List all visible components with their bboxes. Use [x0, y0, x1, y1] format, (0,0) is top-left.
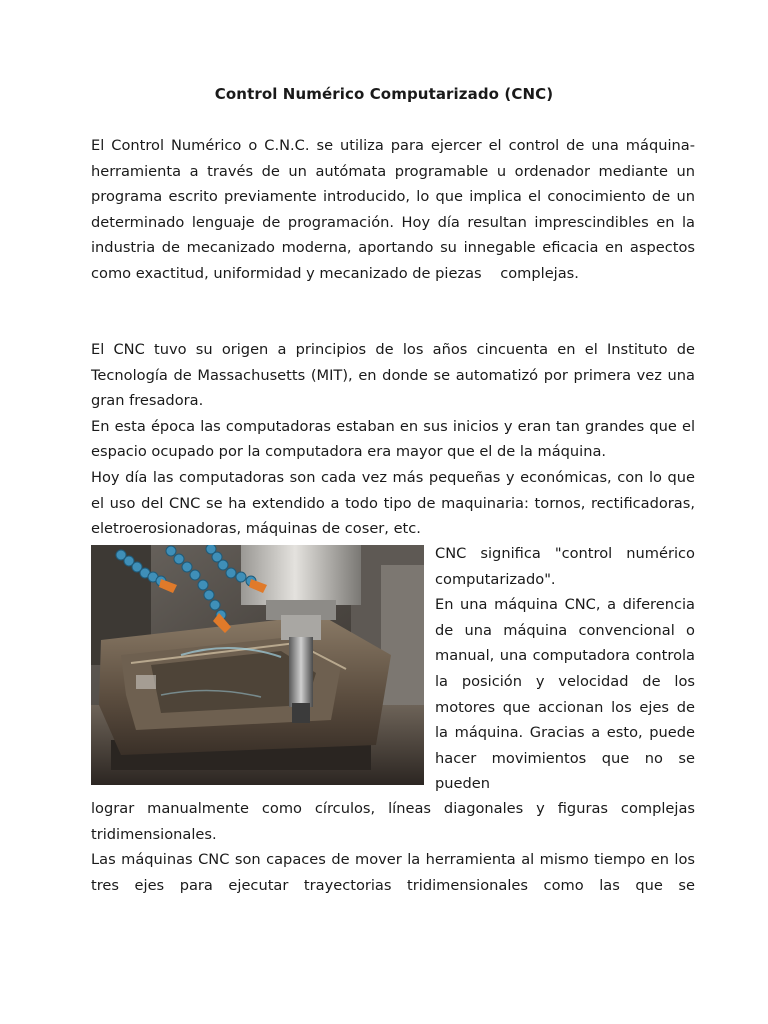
paragraph-4: Hoy día las computadoras son cada vez más pequeñas y económicas, con lo que el uso del CNC se ha extendido a todo tipo de maquinaria: tornos, rectificadoras, eletroerosionadoras, máquinas de coser, etc. — [91, 468, 695, 538]
paragraph-3: En esta época las computadoras estaban en sus inicios y eran tan grandes que el espacio ocupado por la computadora era mayor que el de la máquina. — [91, 417, 695, 461]
paragraph-7: Las máquinas CNC son capaces de mover la herramienta al mismo tiempo en los tres ejes para ejecutar trayectorias tridimensionales como las que se — [91, 851, 695, 894]
paragraph-6-end: lograr manualmente como círculos, líneas diagonales y figuras complejas tridimensionales. — [91, 800, 695, 843]
image-side-text — [435, 541, 695, 797]
paragraph-5: CNC significa "control numérico computarizado". — [435, 545, 695, 588]
paragraph-1: El Control Numérico o C.N.C. se utiliza para ejercer el control de una máquina-herramienta a través de un autómata programable u ordenador mediante un programa escrito previamente introducido, lo que implica el conocimiento de un determinado lenguaje de programación. Hoy día resultan imprescindibles en la industria de mecanizado moderna, aportando su innegable eficacia en aspectos como exactitud, uniformidad y mecanizado de piezas complejas. — [91, 137, 700, 282]
document-title: Control Numérico Computarizado (CNC) — [214, 85, 554, 103]
paragraph-intro — [91, 133, 700, 287]
paragraph-2: El CNC tuvo su origen a principios de los años cincuenta en el Instituto de Tecnología de Massachusetts (MIT), en donde se automatizó por primera vez una gran fresadora. — [91, 341, 695, 410]
paragraph-6-start: En una máquina CNC, a diferencia de una máquina convencional o manual, una computadora controla la posición y velocidad de los motores que accionan los ejes de la máquina. Gracias a esto, puede hacer movimientos que no se pueden — [435, 596, 695, 793]
paragraph-history — [91, 337, 695, 542]
paragraph-continuation — [91, 796, 695, 898]
cnc-milling-photo — [91, 545, 424, 785]
